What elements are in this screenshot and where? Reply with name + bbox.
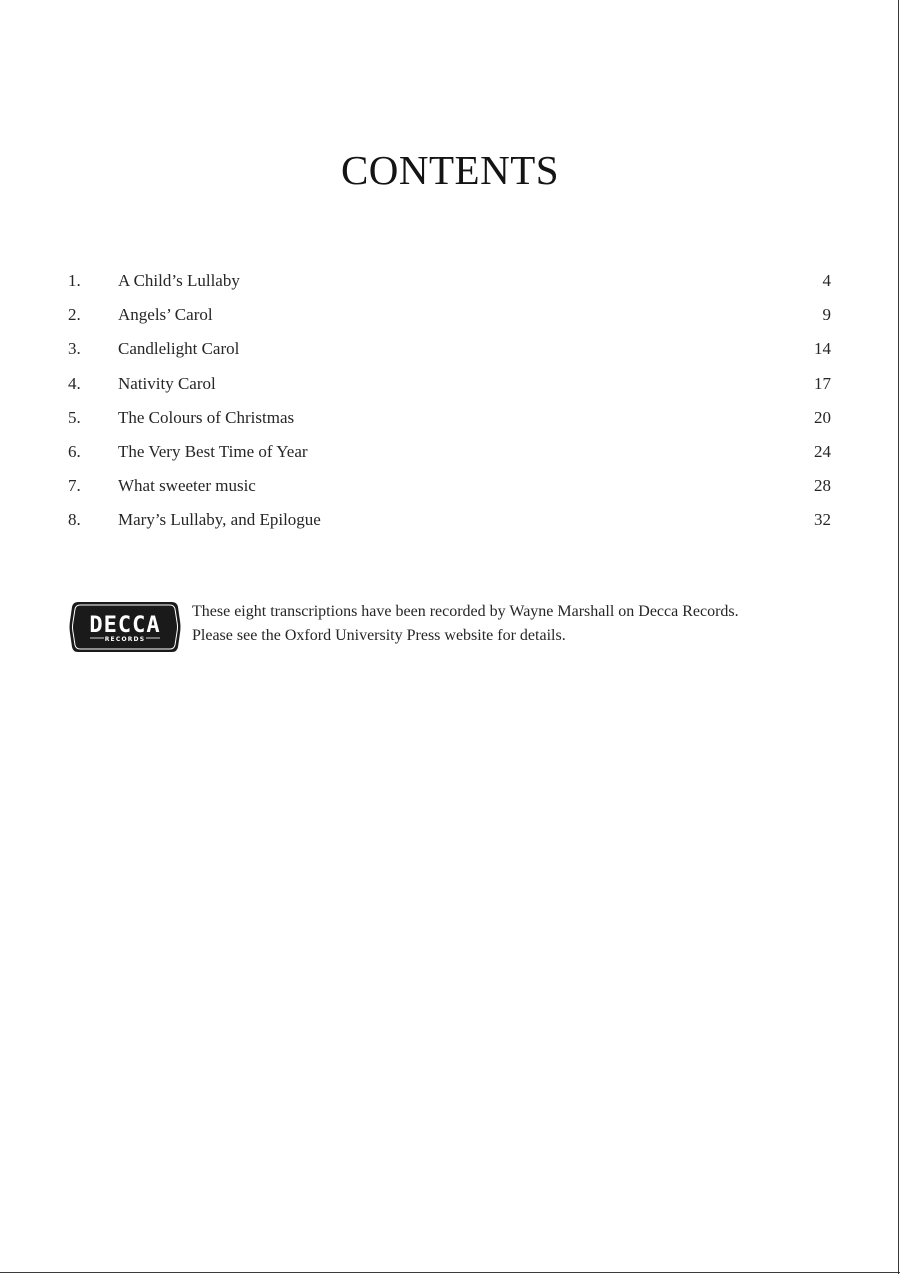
contents-entry (68, 371, 831, 405)
entry-number: 5. (68, 407, 81, 427)
entry-number: 1. (68, 271, 81, 290)
logo-wordmark: DECCA (89, 613, 161, 638)
entry-title: The Very Best Time of Year (118, 441, 308, 461)
contents-entry (68, 507, 831, 541)
entry-page-number: 20 (814, 407, 831, 427)
entry-number: 3. (68, 339, 81, 359)
entry-number: 6. (68, 441, 81, 461)
entry-number: 8. (68, 510, 81, 530)
contents-entry (68, 302, 831, 336)
page-title: CONTENTS (340, 147, 560, 193)
contents-list (68, 268, 831, 542)
contents-entry (68, 473, 831, 507)
recording-note-line: Please see the Oxford University Press website for details. (192, 627, 566, 644)
entry-page-number: 32 (814, 510, 831, 530)
entry-page-number: 24 (814, 441, 831, 461)
recording-note-line: These eight transcriptions have been recorded by Wayne Marshall on Decca Records. (192, 603, 739, 620)
entry-title: What sweeter music (118, 476, 256, 496)
entry-number: 2. (68, 305, 81, 325)
entry-title: Nativity Carol (118, 373, 216, 393)
entry-page-number: 14 (814, 339, 831, 359)
entry-title: A Child’s Lullaby (118, 271, 240, 290)
contents-entry (68, 336, 831, 370)
entry-page-number: 28 (814, 476, 831, 496)
entry-page-number: 4 (822, 271, 831, 290)
recording-note (68, 597, 838, 661)
contents-entry (68, 405, 831, 439)
entry-title: Angels’ Carol (118, 305, 213, 325)
decca-records-logo (68, 597, 182, 657)
page-edge-bottom (0, 1272, 900, 1273)
entry-page-number: 9 (822, 305, 831, 325)
entry-number: 7. (68, 476, 81, 496)
recording-note-text (192, 600, 837, 648)
contents-entry (68, 268, 831, 302)
logo-subtext: RECORDS (104, 636, 146, 643)
entry-page-number: 17 (814, 373, 831, 393)
entry-number: 4. (68, 373, 81, 393)
entry-title: The Colours of Christmas (118, 407, 295, 427)
entry-title: Mary’s Lullaby, and Epilogue (118, 510, 321, 530)
entry-title: Candlelight Carol (118, 339, 240, 359)
contents-entry (68, 439, 831, 473)
